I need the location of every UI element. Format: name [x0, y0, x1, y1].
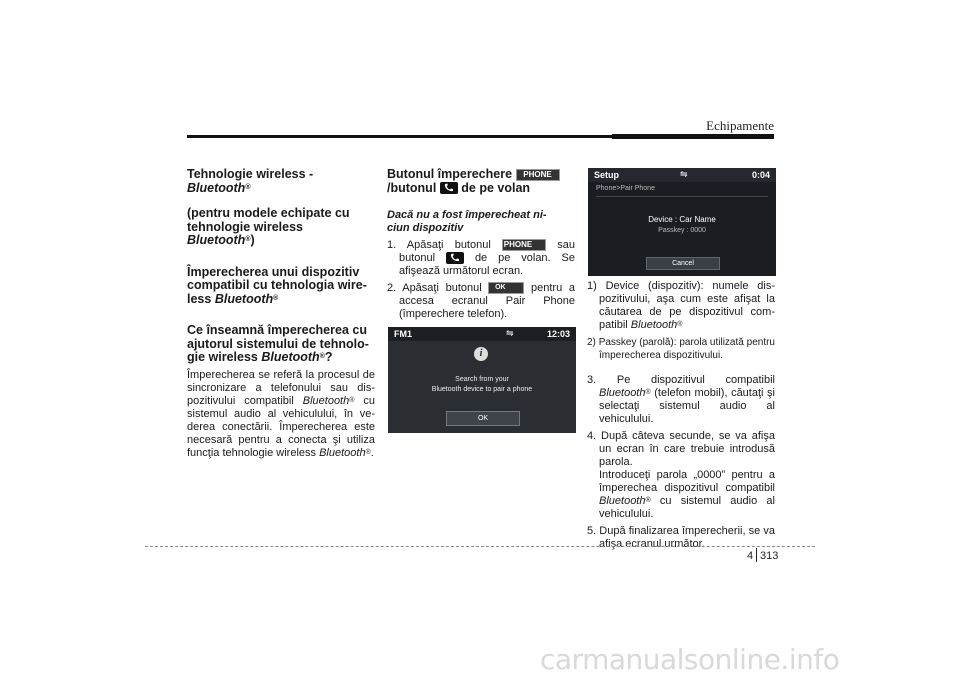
subheading-no-device: Dacă nu a fost împerecheat ni- ciun dispozitiv — [387, 209, 547, 234]
heading-equipped-models: (pentru modele echipate cu tehnologie wireless Bluetooth®) — [187, 206, 350, 247]
search-message: Search from your Bluetooth device to pair a phone — [431, 376, 533, 393]
pairing-description: Împerecherea se referă la procesul de sincronizare a telefonului sau dis-pozitivului compatibil Bluetooth® cu sistemul audio al vehiculului, în ve-derea conectării. Împerecherea este necesară pentru a conecta şi utiliza funcţia tehnologie wireless Bluetooth®. — [187, 368, 375, 459]
phone-button-badge: PHONE — [516, 169, 560, 181]
heading-what-is-pairing: Ce înseamnă împerecherea cu ajutorul sistemului de tehnolo- gie wireless Bluetooth®? — [187, 323, 369, 364]
heading-wireless-tech: Tehnologie wireless - Bluetooth® — [187, 167, 314, 195]
step-5: 5. După finalizarea împerecherii, se va afişa ecranul următor. — [587, 525, 775, 550]
column-3 — [587, 280, 775, 555]
screen-divider — [596, 196, 768, 197]
heading-pair-button: Butonul împerechere PHONE /butonul de pe volan — [387, 168, 575, 195]
watermark: carmanualsonline.info — [540, 643, 840, 676]
phone-button-badge: PHONE — [502, 239, 546, 251]
header-rule-accent — [612, 134, 774, 139]
screen-pair-phone — [588, 168, 776, 276]
step-3: 3. Pe dispozitivul compatibil Bluetooth® (telefon mobil), căutaţi şi selectaţi sistemul audio al vehiculului. — [587, 374, 775, 425]
ok-button[interactable]: OK — [446, 411, 520, 426]
device-name-line: Device : Car Name — [648, 215, 716, 224]
screen-breadcrumb: Phone>Pair Phone — [596, 185, 655, 192]
note-passkey: 2) Passkey (parolă): parola utilizată pentru împerecherea dispozitivului. — [587, 337, 775, 361]
info-icon: i — [474, 347, 488, 361]
steering-phone-icon — [440, 182, 458, 194]
step-4: 4. După câteva secunde, se va afişa un ecran în care trebuie introdusă parola. Introduceţi parola „0000” pentru a împerechea dispozitivul compatibil Bluetooth® cu sistemul audio al vehiculului. — [587, 430, 775, 520]
usb-icon: ⇋ — [680, 169, 688, 179]
note-device: 1) Device (dispozitiv): numele dis-pozitivului, aşa cum este afişat la căutarea de pe dispozitivul com-patibil Bluetooth® — [587, 280, 775, 331]
column-2 — [387, 168, 575, 325]
usb-icon: ⇋ — [506, 328, 514, 338]
screen-status-bar: FM1 ⇋ 12:03 — [388, 327, 576, 341]
page-separator — [756, 548, 757, 562]
screen-status-bar: Setup ⇋ 0:04 — [588, 168, 776, 182]
chapter-number: 4 — [747, 550, 754, 562]
step-2: 2. Apăsaţi butonul OK pentru a accesa ecranul Pair Phone (împerechere telefon). — [387, 282, 575, 320]
steering-phone-icon — [446, 252, 464, 264]
page-number: 313 — [760, 550, 779, 562]
passkey-line: Passkey : 0000 — [658, 227, 706, 234]
section-title: Echipamente — [706, 118, 774, 133]
column-1 — [187, 168, 375, 460]
step-1: 1. Apăsaţi butonul PHONE sau butonul de pe volan. Se afişează următorul ecran. — [387, 239, 576, 277]
ok-button-badge: OK — [488, 282, 524, 294]
heading-pairing-device: Împerecherea unui dispozitiv compatibil cu tehnologia wire- less Bluetooth® — [187, 264, 367, 306]
screen-search-bluetooth — [388, 327, 576, 433]
footer-rule — [145, 546, 815, 547]
cancel-button[interactable]: Cancel — [646, 257, 720, 270]
